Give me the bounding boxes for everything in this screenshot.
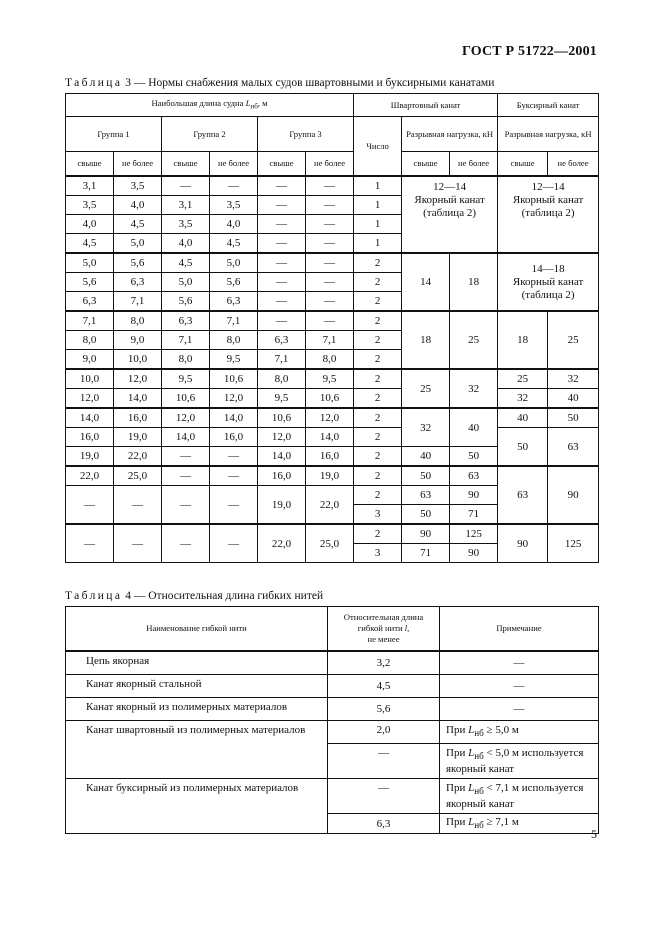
- table3-caption: [65, 77, 494, 89]
- cell: 125: [548, 524, 599, 563]
- cell: 2: [354, 331, 402, 350]
- cell: —: [258, 176, 306, 196]
- cell: 6,3: [328, 814, 440, 834]
- cell: 3,5: [162, 215, 210, 234]
- cell: 25: [548, 311, 599, 369]
- cell: 14,0: [210, 408, 258, 428]
- cell: 7,1: [210, 311, 258, 331]
- cell: 12,0: [210, 389, 258, 409]
- table-row: [66, 369, 599, 389]
- cell: 1: [354, 234, 402, 254]
- cell: 22,0: [66, 466, 114, 486]
- cell: Канат якорный стальной: [66, 675, 328, 698]
- cell: 3,5: [114, 176, 162, 196]
- th-note: Примечание: [440, 607, 599, 652]
- cell: 9,5: [162, 369, 210, 389]
- cell: 14,0: [162, 428, 210, 447]
- th-over: свыше: [162, 152, 210, 177]
- cell: —: [328, 779, 440, 814]
- cell: 16,0: [306, 447, 354, 467]
- cell: 5,0: [114, 234, 162, 254]
- cell: 2: [354, 524, 402, 544]
- cell: 16,0: [210, 428, 258, 447]
- cell: При $L_{нб} < 7,1$ м используется якорный канат: [440, 779, 599, 814]
- cell: —: [210, 447, 258, 467]
- table-row: [66, 389, 599, 409]
- cell: 14,0: [258, 447, 306, 467]
- cell: —: [258, 215, 306, 234]
- cell: 6,3: [114, 273, 162, 292]
- cell: 3,5: [210, 196, 258, 215]
- table-row: [66, 675, 599, 698]
- table4-caption-word: Таблица: [65, 590, 123, 602]
- th-over: свыше: [402, 152, 450, 177]
- cell: —: [306, 292, 354, 312]
- cell: 40: [450, 408, 498, 447]
- th-relative-length: Относительная длина гибкой нити l, не менее: [328, 607, 440, 652]
- cell: 32: [548, 369, 599, 389]
- cell: —: [210, 466, 258, 486]
- cell: 4,0: [114, 196, 162, 215]
- cell: 3: [354, 505, 402, 525]
- cell: 2: [354, 486, 402, 505]
- cell: —: [258, 292, 306, 312]
- cell: 2: [354, 253, 402, 273]
- th-breaking-load-towing: Разрывная нагрузка, кН: [498, 117, 599, 152]
- cell: —: [328, 744, 440, 779]
- cell: 50: [498, 428, 548, 467]
- table-row: [66, 779, 599, 814]
- cell: 19,0: [258, 486, 306, 525]
- th-group-3: Группа 3: [258, 117, 354, 152]
- th-not-more: не более: [210, 152, 258, 177]
- table-row: [66, 253, 599, 273]
- cell: 8,0: [210, 331, 258, 350]
- table-row: [66, 428, 599, 447]
- cell: 32: [450, 369, 498, 408]
- cell: 8,0: [162, 350, 210, 370]
- cell: 4,5: [114, 215, 162, 234]
- cell: 25,0: [114, 466, 162, 486]
- cell: 22,0: [306, 486, 354, 525]
- table4-caption-text: 4 — Относительная длина гибких нитей: [125, 590, 324, 602]
- th-breaking-load-mooring: Разрывная нагрузка, кН: [402, 117, 498, 152]
- th-over: свыше: [258, 152, 306, 177]
- cell: Канат буксирный из полимерных материалов: [66, 779, 328, 834]
- cell: —: [306, 215, 354, 234]
- table-row: [66, 721, 599, 744]
- cell: 50: [402, 466, 450, 486]
- cell: 125: [450, 524, 498, 544]
- cell: 2: [354, 447, 402, 467]
- cell: —: [306, 176, 354, 196]
- cell: 2: [354, 428, 402, 447]
- cell: Канат якорный из полимерных материалов: [66, 698, 328, 721]
- cell: 3,2: [328, 651, 440, 675]
- cell: 6,3: [210, 292, 258, 312]
- cell: —: [258, 273, 306, 292]
- cell: 7,1: [114, 292, 162, 312]
- cell: 8,0: [258, 369, 306, 389]
- th-ship-length: Наибольшая длина судна $L_{нб}$, м: [66, 94, 354, 117]
- cell: 63: [498, 466, 548, 524]
- th-not-more: не более: [548, 152, 599, 177]
- cell: 9,5: [306, 369, 354, 389]
- th-towing-rope: Буксирный канат: [498, 94, 599, 117]
- cell: 1: [354, 215, 402, 234]
- cell: 22,0: [114, 447, 162, 467]
- table-row: [66, 408, 599, 428]
- cell: 2: [354, 389, 402, 409]
- cell: 19,0: [66, 447, 114, 467]
- cell: 32: [498, 389, 548, 409]
- cell: 22,0: [258, 524, 306, 563]
- cell: 4,0: [210, 215, 258, 234]
- cell: —: [258, 253, 306, 273]
- cell: 19,0: [306, 466, 354, 486]
- cell: 7,1: [66, 311, 114, 331]
- cell: 90: [402, 524, 450, 544]
- cell: 10,6: [306, 389, 354, 409]
- cell: —: [210, 176, 258, 196]
- cell: 40: [498, 408, 548, 428]
- table3-caption-word: Таблица: [65, 77, 123, 89]
- th-mooring-rope: Швартовный канат: [354, 94, 498, 117]
- cell: 32: [402, 408, 450, 447]
- cell: 9,5: [258, 389, 306, 409]
- table-row: [66, 524, 599, 544]
- cell: 5,6: [328, 698, 440, 721]
- cell: 18: [498, 311, 548, 369]
- cell: —: [440, 651, 599, 675]
- document-header: ГОСТ Р 51722—2001: [461, 44, 597, 59]
- cell: 14,0: [114, 389, 162, 409]
- cell: 9,0: [114, 331, 162, 350]
- cell: 1: [354, 176, 402, 196]
- cell: 12,0: [66, 389, 114, 409]
- th-group-1: Группа 1: [66, 117, 162, 152]
- cell: 5,6: [114, 253, 162, 273]
- cell: 6,3: [162, 311, 210, 331]
- cell: 5,0: [66, 253, 114, 273]
- cell: 50: [548, 408, 599, 428]
- cell: 63: [548, 428, 599, 467]
- cell: 10,6: [258, 408, 306, 428]
- cell: —: [306, 253, 354, 273]
- cell: 90: [450, 486, 498, 505]
- cell: При $L_{нб} \ge 7,1$ м: [440, 814, 599, 834]
- cell: —: [440, 698, 599, 721]
- cell: —: [306, 273, 354, 292]
- table-row: [66, 176, 599, 196]
- cell: 2: [354, 466, 402, 486]
- cell: 9,5: [210, 350, 258, 370]
- cell: 5,6: [210, 273, 258, 292]
- page-number: 5: [591, 827, 597, 841]
- cell: 7,1: [306, 331, 354, 350]
- cell: 12,0: [114, 369, 162, 389]
- cell: 8,0: [114, 311, 162, 331]
- cell: —: [162, 524, 210, 563]
- mooring-anchor-rope-a: 12—14 Якорный канат (таблица 2): [402, 176, 498, 253]
- cell: 2: [354, 408, 402, 428]
- th-group-2: Группа 2: [162, 117, 258, 152]
- cell: 90: [450, 544, 498, 563]
- th-not-more: не более: [114, 152, 162, 177]
- cell: 10,0: [114, 350, 162, 370]
- cell: 14: [402, 253, 450, 311]
- cell: 4,5: [162, 253, 210, 273]
- cell: 7,1: [162, 331, 210, 350]
- cell: —: [306, 234, 354, 254]
- cell: 5,0: [210, 253, 258, 273]
- th-not-more: не более: [306, 152, 354, 177]
- cell: —: [162, 447, 210, 467]
- table-row: [66, 651, 599, 675]
- cell: 50: [450, 447, 498, 467]
- cell: 5,6: [66, 273, 114, 292]
- cell: 16,0: [66, 428, 114, 447]
- cell: 10,6: [162, 389, 210, 409]
- table4: [65, 606, 599, 834]
- cell: —: [66, 486, 114, 525]
- cell: 12,0: [162, 408, 210, 428]
- cell: 2: [354, 273, 402, 292]
- cell: 6,3: [258, 331, 306, 350]
- cell: 3,5: [66, 196, 114, 215]
- cell: 12,0: [306, 408, 354, 428]
- towing-anchor-rope-b: 14—18 Якорный канат (таблица 2): [498, 253, 599, 311]
- cell: —: [258, 234, 306, 254]
- cell: —: [162, 486, 210, 525]
- cell: 40: [402, 447, 450, 467]
- cell: 71: [450, 505, 498, 525]
- th-number: Число: [354, 117, 402, 177]
- cell: 5,0: [162, 273, 210, 292]
- cell: 4,0: [162, 234, 210, 254]
- cell: 18: [450, 253, 498, 311]
- cell: 40: [548, 389, 599, 409]
- cell: 25,0: [306, 524, 354, 563]
- cell: —: [306, 311, 354, 331]
- cell: —: [210, 524, 258, 563]
- cell: 9,0: [66, 350, 114, 370]
- cell: —: [440, 675, 599, 698]
- towing-anchor-rope-a: 12—14 Якорный канат (таблица 2): [498, 176, 599, 253]
- cell: 3,1: [66, 176, 114, 196]
- cell: 4,0: [66, 215, 114, 234]
- cell: 10,6: [210, 369, 258, 389]
- cell: 2: [354, 369, 402, 389]
- cell: 4,5: [328, 675, 440, 698]
- table-row: [66, 698, 599, 721]
- cell: Канат швартовный из полимерных материалов: [66, 721, 328, 779]
- cell: —: [114, 524, 162, 563]
- th-not-more: не более: [450, 152, 498, 177]
- cell: 2: [354, 292, 402, 312]
- table-row: [66, 311, 599, 331]
- cell: 18: [402, 311, 450, 369]
- cell: —: [114, 486, 162, 525]
- cell: —: [162, 176, 210, 196]
- cell: 8,0: [306, 350, 354, 370]
- table4-caption: [65, 590, 323, 602]
- cell: Цепь якорная: [66, 651, 328, 675]
- cell: 25: [450, 311, 498, 369]
- cell: 16,0: [114, 408, 162, 428]
- cell: 5,6: [162, 292, 210, 312]
- cell: 19,0: [114, 428, 162, 447]
- cell: 50: [402, 505, 450, 525]
- th-over: свыше: [66, 152, 114, 177]
- th-thread-name: Наименование гибкой нити: [66, 607, 328, 652]
- table3-caption-text: 3 — Нормы снабжения малых судов швартовными и буксирными канатами: [125, 77, 495, 89]
- cell: 90: [498, 524, 548, 563]
- cell: —: [66, 524, 114, 563]
- cell: —: [258, 196, 306, 215]
- table3: [65, 93, 599, 563]
- cell: 7,1: [258, 350, 306, 370]
- cell: 1: [354, 196, 402, 215]
- cell: 71: [402, 544, 450, 563]
- th-over: свыше: [498, 152, 548, 177]
- cell: 63: [450, 466, 498, 486]
- cell: 6,3: [66, 292, 114, 312]
- cell: 8,0: [66, 331, 114, 350]
- cell: 2,0: [328, 721, 440, 744]
- cell: 12,0: [258, 428, 306, 447]
- cell: 3: [354, 544, 402, 563]
- cell: 4,5: [66, 234, 114, 254]
- cell: 10,0: [66, 369, 114, 389]
- cell: —: [258, 311, 306, 331]
- cell: 2: [354, 311, 402, 331]
- cell: При $L_{нб} \ge 5,0$ м: [440, 721, 599, 744]
- cell: 90: [548, 466, 599, 524]
- cell: —: [162, 466, 210, 486]
- cell: 3,1: [162, 196, 210, 215]
- cell: 25: [402, 369, 450, 408]
- cell: 25: [498, 369, 548, 389]
- cell: 14,0: [306, 428, 354, 447]
- cell: 16,0: [258, 466, 306, 486]
- cell: 63: [402, 486, 450, 505]
- cell: 4,5: [210, 234, 258, 254]
- cell: —: [306, 196, 354, 215]
- cell: —: [210, 486, 258, 525]
- cell: 14,0: [66, 408, 114, 428]
- cell: 2: [354, 350, 402, 370]
- table-row: [66, 466, 599, 486]
- cell: При $L_{нб} < 5,0$ м используется якорный канат: [440, 744, 599, 779]
